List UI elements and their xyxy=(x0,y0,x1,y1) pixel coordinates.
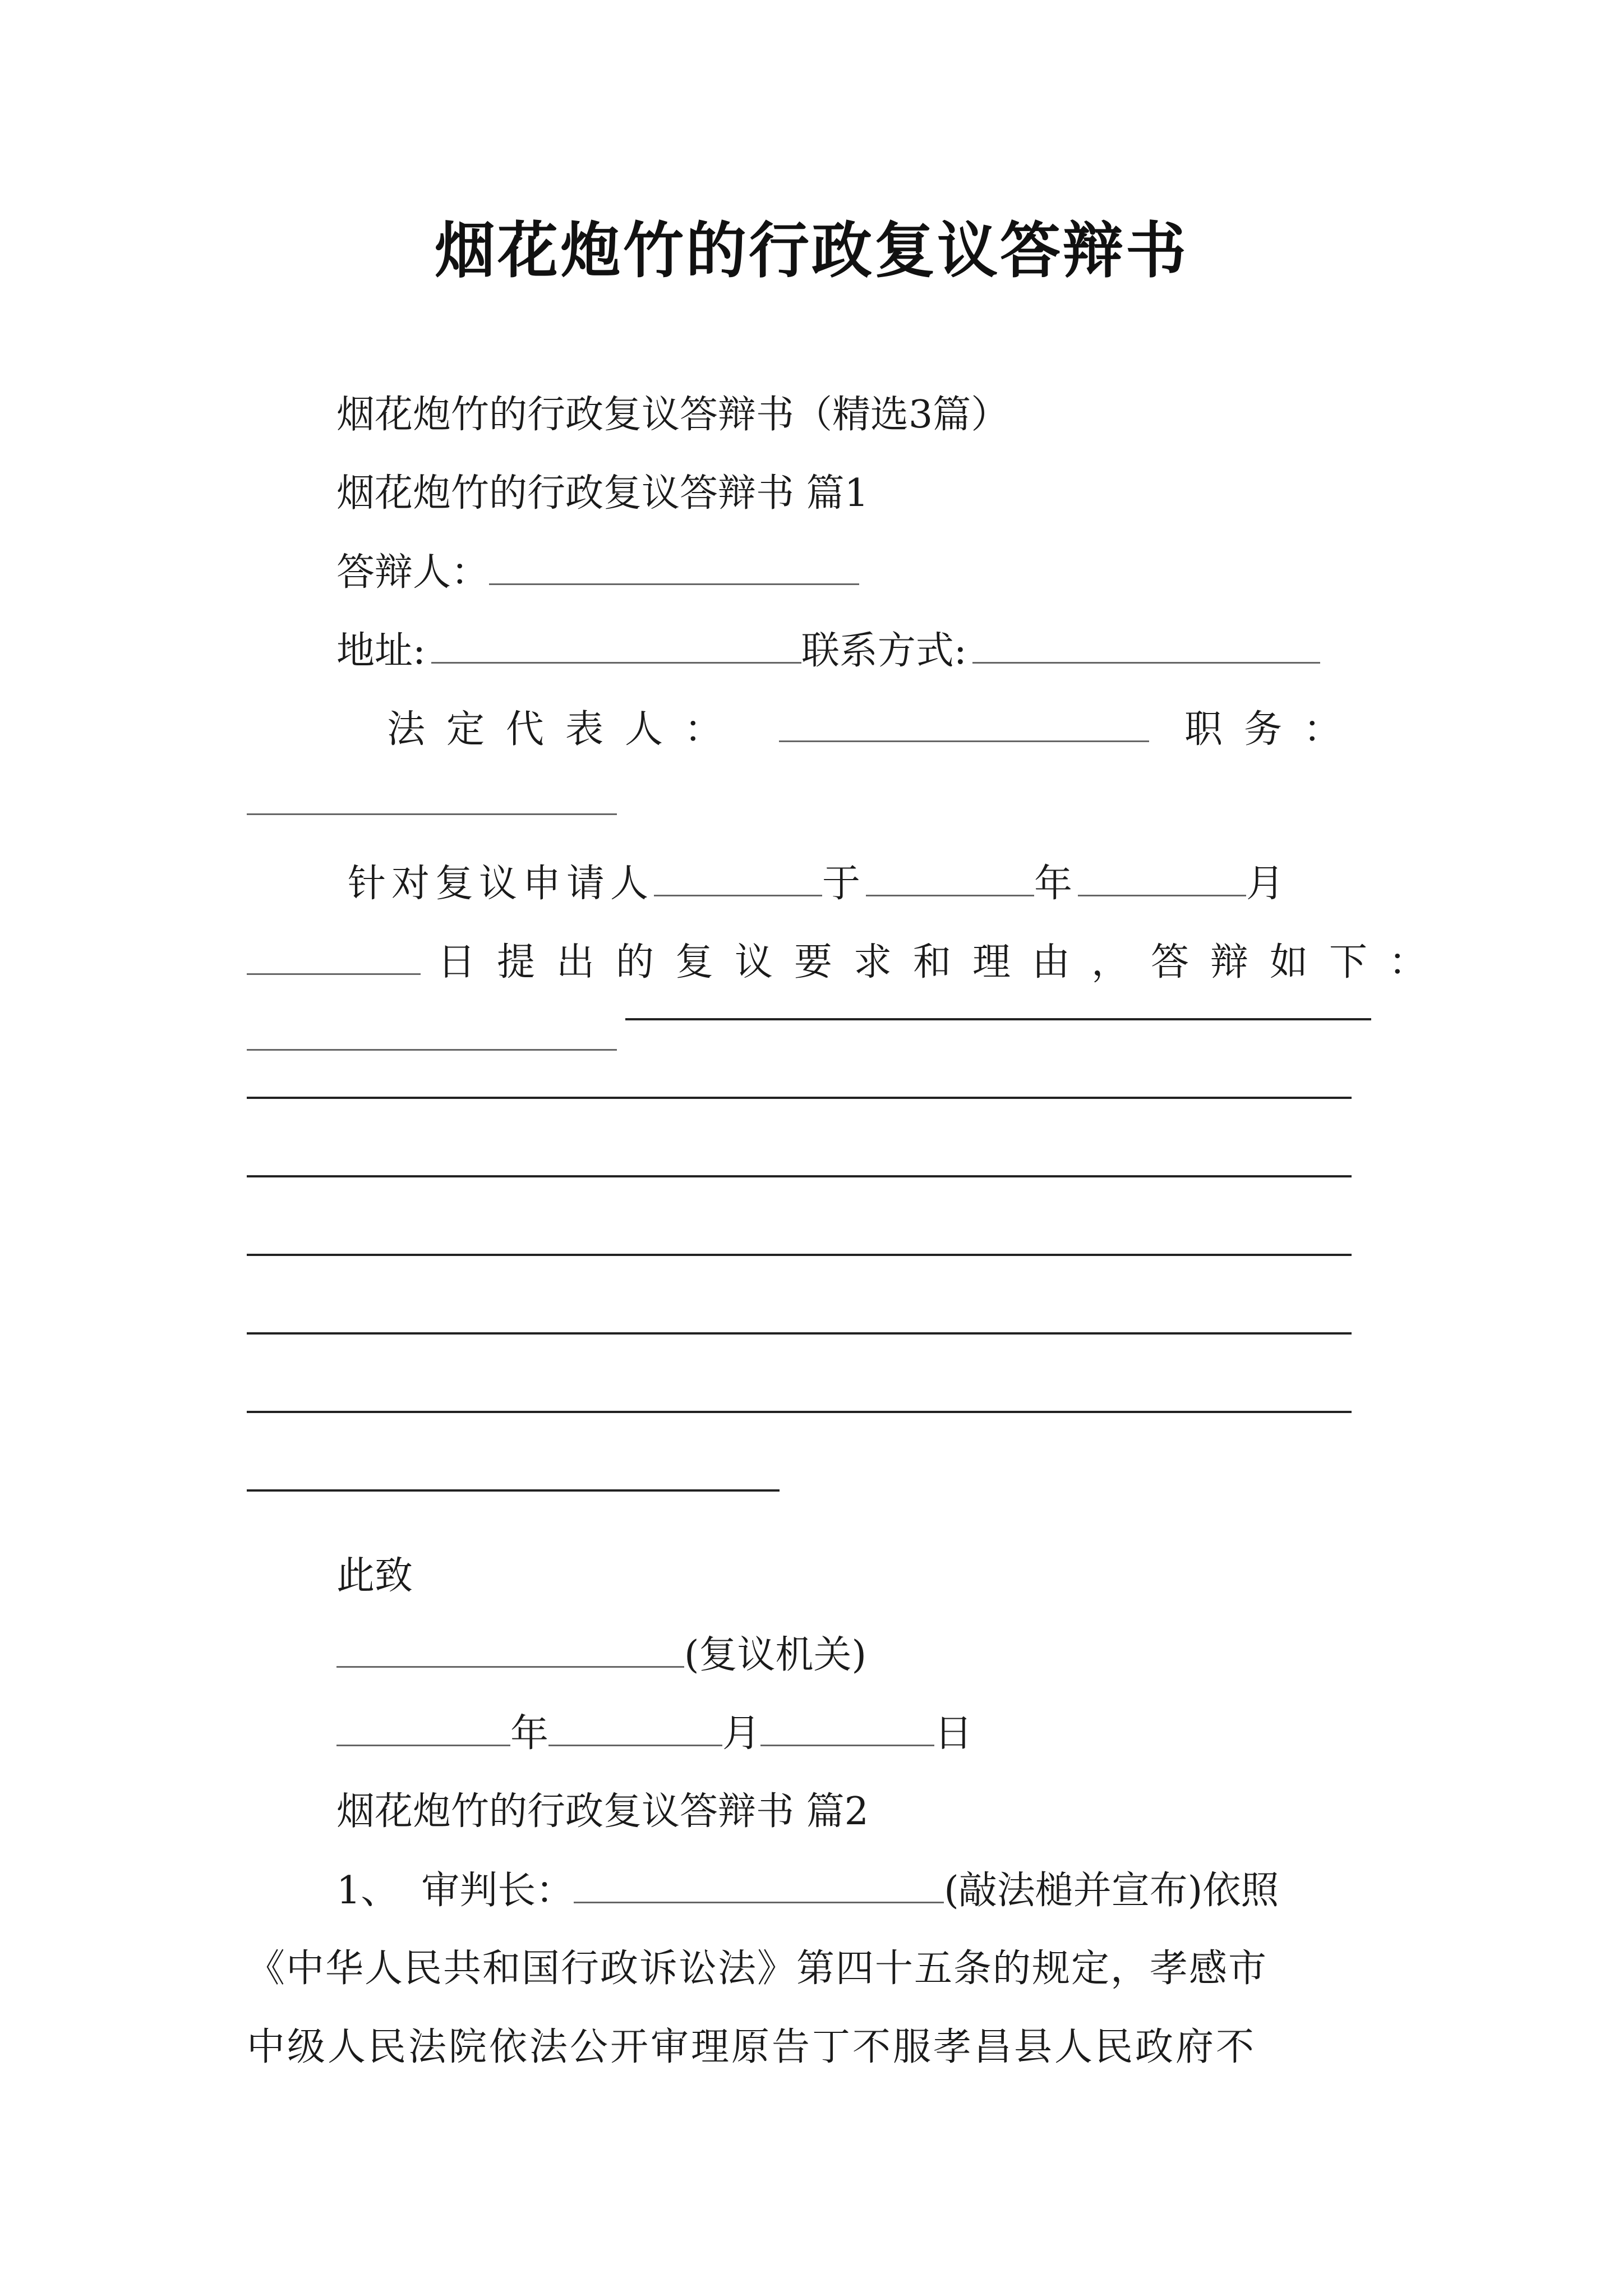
statement-year-blank xyxy=(866,855,1034,896)
applicant-blank xyxy=(654,855,822,896)
date-month: 月 xyxy=(722,1711,761,1756)
date-day-blank xyxy=(760,1705,934,1746)
answer-line-3 xyxy=(247,1175,1352,1177)
document-subtitle: 烟花炮竹的行政复议答辩书（精选3篇） xyxy=(336,393,1009,437)
part2-line-3: 中级人民法院依法公开审理原告丁不服孝昌县人民政府不 xyxy=(247,2025,1257,2069)
legal-rep-label: 法定代表人： xyxy=(387,707,744,752)
statement-rest: 日提出的复议要求和理由，答辩如下： xyxy=(437,940,1449,984)
statement-month-blank xyxy=(1078,855,1246,896)
respondent-blank xyxy=(489,544,859,585)
answer-line-1 xyxy=(625,1018,1371,1020)
part2-item-no: 1、 xyxy=(336,1869,399,1913)
statement-day-blank xyxy=(247,934,421,975)
statement-yu: 于 xyxy=(822,862,866,906)
answer-line-7 xyxy=(247,1489,780,1492)
document-title: 烟花炮竹的行政复议答辩书 xyxy=(434,215,1188,286)
date-year: 年 xyxy=(510,1711,549,1756)
position-blank xyxy=(247,774,617,815)
judge-blank xyxy=(574,1862,944,1903)
address-row xyxy=(336,623,1320,679)
authority-blank xyxy=(336,1627,684,1668)
contact-label: 联系方式: xyxy=(801,629,967,673)
closing: 此致 xyxy=(336,1554,413,1598)
respondent-label: 答辩人： xyxy=(336,550,490,595)
authority-suffix: (复议机关) xyxy=(684,1633,867,1677)
position-label: 职务： xyxy=(1184,707,1363,752)
statement-row-2 xyxy=(247,934,1448,991)
legal-rep-blank xyxy=(779,701,1149,742)
part1-heading: 烟花炮竹的行政复议答辩书 篇1 xyxy=(336,471,869,516)
contact-blank xyxy=(972,623,1320,664)
legal-rep-row xyxy=(387,701,1363,758)
answer-line-2 xyxy=(247,1097,1352,1099)
judge-label: 审判长： xyxy=(421,1869,574,1913)
answer-line-4 xyxy=(247,1254,1352,1256)
date-year-blank xyxy=(336,1705,510,1746)
authority-row xyxy=(336,1627,866,1683)
address-blank xyxy=(431,623,801,664)
statement-prefix: 针对复议申请人 xyxy=(348,862,654,906)
statement-row-1 xyxy=(348,855,1290,912)
answer-line-5 xyxy=(247,1332,1352,1335)
address-label: 地址: xyxy=(336,629,426,673)
part2-line-1 xyxy=(336,1862,1279,1919)
part2-heading: 烟花炮竹的行政复议答辩书 篇2 xyxy=(336,1789,869,1834)
answer-line-6 xyxy=(247,1411,1352,1413)
date-row xyxy=(336,1705,972,1762)
part2-line-2: 《中华人民共和国行政诉讼法》第四十五条的规定，孝感市 xyxy=(247,1947,1268,1991)
respondent-row xyxy=(336,544,859,601)
statement-month: 月 xyxy=(1246,862,1290,906)
statement-year: 年 xyxy=(1034,862,1078,906)
judge-note: (敲法槌并宣布)依照 xyxy=(944,1869,1279,1913)
answer-blank xyxy=(247,1010,617,1051)
date-month-blank xyxy=(548,1705,722,1746)
date-day: 日 xyxy=(934,1711,973,1756)
